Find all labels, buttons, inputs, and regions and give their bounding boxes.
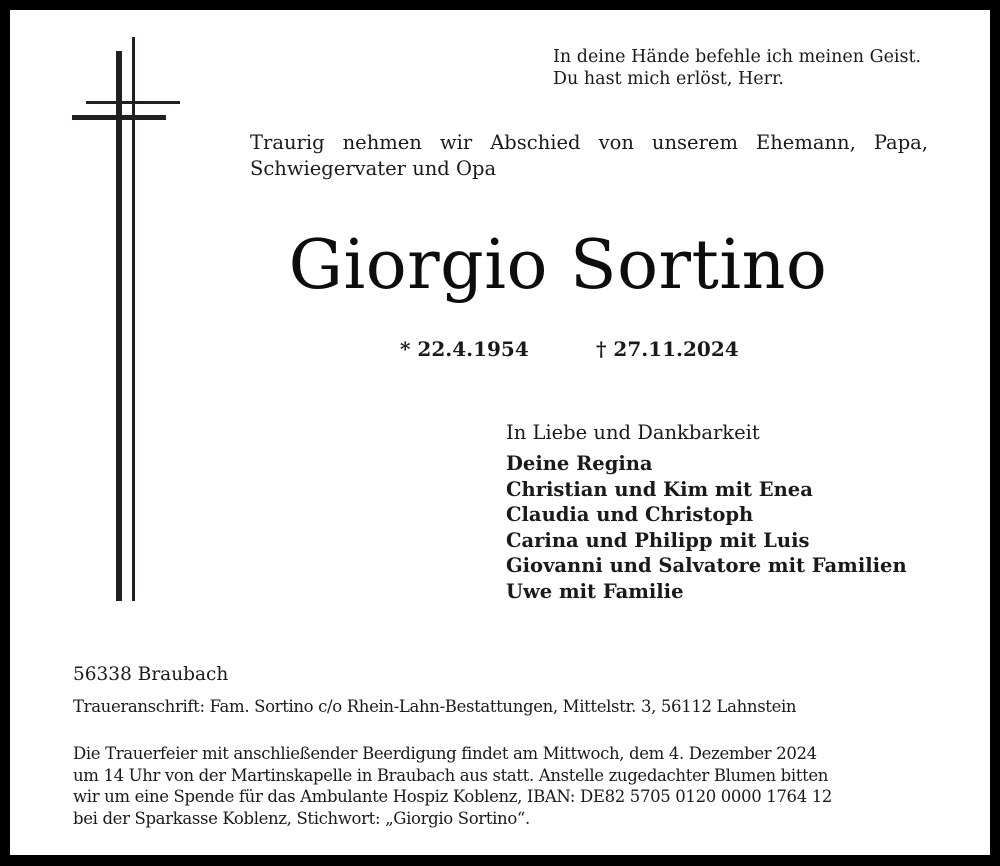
verse-line: In deine Hände befehle ich meinen Geist. [553, 47, 922, 67]
mourner-name: Claudia und Christoph [506, 503, 754, 526]
intro-text: Traurig nehmen wir Abschied von unserem Ehemann, Papa, Schwiegervater und Opa [250, 131, 928, 180]
birth-date: * 22.4.1954 [400, 337, 529, 361]
mourner-name: Deine Regina [506, 452, 653, 475]
mourner-name: Christian und Kim mit Enea [506, 477, 813, 501]
mourning-address: Traueranschrift: Fam. Sortino c/o Rhein-Lahn-Bestattungen, Mittelstr. 3, 56112 Lahnstein [73, 697, 797, 716]
cross-thick-vertical [116, 51, 122, 601]
notice-line: bei der Sparkasse Koblenz, Stichwort: „Giorgio Sortino“. [73, 808, 530, 828]
deceased-name: Giorgio Sortino [288, 226, 828, 305]
location: 56338 Braubach [73, 664, 229, 685]
obituary-card [10, 10, 990, 855]
funeral-notice [73, 743, 933, 829]
mourners-list [506, 451, 907, 604]
mourners-heading: In Liebe und Dankbarkeit [506, 421, 760, 444]
notice-line: wir um eine Spende für das Ambulante Hospiz Koblenz, IBAN: DE82 5705 0120 0000 1764 12 [73, 787, 833, 806]
cross-thin-vertical [132, 37, 135, 601]
mourner-name: Giovanni und Salvatore mit Familien [506, 554, 907, 577]
cross-thick-horizontal [72, 115, 166, 120]
notice-line: um 14 Uhr von der Martinskapelle in Braubach aus statt. Anstelle zugedachter Blumen bitten [73, 765, 829, 785]
notice-line: Die Trauerfeier mit anschließender Beerdigung findet am Mittwoch, dem 4. Dezember 2024 [73, 744, 817, 763]
bible-verse [553, 46, 921, 90]
cross-thin-horizontal [86, 101, 180, 104]
mourner-name: Carina und Philipp mit Luis [506, 528, 810, 552]
verse-line: Du hast mich erlöst, Herr. [553, 69, 784, 89]
mourner-name: Uwe mit Familie [506, 579, 684, 603]
death-date: † 27.11.2024 [596, 337, 739, 361]
